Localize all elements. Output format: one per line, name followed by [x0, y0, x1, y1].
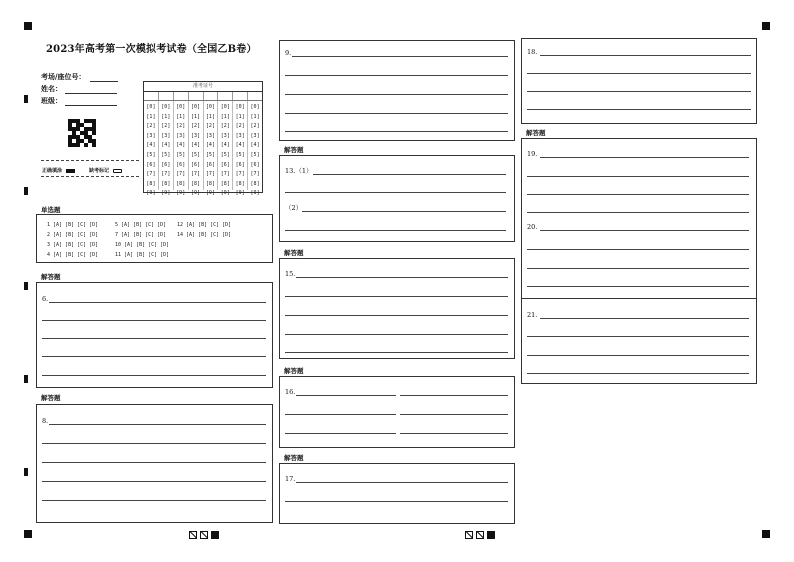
writing-line[interactable]: [285, 414, 396, 415]
exam-digit-bubble[interactable]: [8]: [146, 180, 156, 187]
exam-digit-bubble[interactable]: [4]: [250, 142, 260, 149]
room-seat-label: 考场/座位号：: [41, 72, 86, 81]
writing-line[interactable]: [285, 75, 508, 76]
writing-line[interactable]: [42, 338, 266, 339]
choice-item[interactable]: 11 [A] [B] [C] [D]: [115, 252, 170, 258]
writing-line[interactable]: [285, 113, 508, 114]
exam-number-grid: [143, 81, 263, 197]
writing-line[interactable]: [285, 501, 508, 502]
side-mark: [24, 468, 28, 476]
exam-digit-bubble[interactable]: [9]: [220, 190, 230, 197]
exam-digit-bubble[interactable]: [1]: [250, 113, 260, 120]
question-number: 21.: [527, 311, 538, 319]
answer-box-q18: [521, 38, 757, 124]
question-number: 16.: [285, 388, 296, 396]
section-label: 解答题: [284, 249, 304, 257]
writing-line[interactable]: [540, 318, 749, 319]
exam-digit-bubble[interactable]: [9]: [176, 190, 186, 197]
exam-digit-bubble[interactable]: [1]: [205, 113, 215, 120]
exam-digit-bubble[interactable]: [5]: [191, 151, 201, 158]
legend-divider-top: [41, 160, 139, 161]
writing-line[interactable]: [540, 55, 751, 56]
exam-number-column: [204, 101, 219, 197]
choice-item[interactable]: 10 [A] [B] [C] [D]: [115, 242, 170, 248]
writing-line[interactable]: [527, 268, 749, 269]
exam-digit-bubble[interactable]: [3]: [250, 132, 260, 139]
answer-box-q17: [279, 463, 515, 524]
question-number: 15.: [285, 270, 296, 278]
qr-code-icon: [68, 119, 96, 147]
exam-digit-bubble[interactable]: [7]: [191, 171, 201, 178]
corner-mark-top-right: [762, 22, 770, 30]
exam-digit-bubble[interactable]: [6]: [205, 161, 215, 168]
exam-digit-bubble[interactable]: [1]: [191, 113, 201, 120]
writing-line[interactable]: [285, 433, 396, 434]
choice-item[interactable]: 2 [A] [B] [C] [D]: [47, 232, 99, 238]
writing-line[interactable]: [42, 481, 266, 482]
question-number: 18.: [527, 48, 538, 56]
exam-digit-bubble[interactable]: [0]: [176, 104, 186, 110]
writing-line[interactable]: [527, 176, 749, 177]
section-label: 解答题: [526, 129, 546, 137]
exam-number-column: [248, 101, 262, 197]
writing-line[interactable]: [285, 296, 508, 297]
writing-line[interactable]: [527, 249, 749, 250]
exam-number-column: [218, 101, 233, 197]
writing-line[interactable]: [313, 174, 506, 175]
answer-box-q16: [279, 376, 515, 448]
writing-line[interactable]: [49, 302, 266, 303]
writing-line[interactable]: [527, 336, 749, 337]
writing-line[interactable]: [400, 433, 508, 434]
exam-digit-bubble[interactable]: [7]: [146, 171, 156, 178]
writing-line[interactable]: [285, 230, 506, 231]
exam-digit-bubble[interactable]: [4]: [235, 142, 245, 149]
legend-divider-bottom: [41, 176, 139, 177]
side-mark: [24, 282, 28, 290]
writing-line[interactable]: [42, 356, 266, 357]
writing-line[interactable]: [302, 211, 506, 212]
exam-number-column: [159, 101, 174, 197]
exam-digit-bubble[interactable]: [8]: [235, 180, 245, 187]
exam-digit-bubble[interactable]: [6]: [191, 161, 201, 168]
page-mark-left: [189, 531, 219, 539]
question-number: 8.: [42, 417, 49, 425]
writing-line[interactable]: [527, 109, 751, 110]
exam-digit-bubble[interactable]: [4]: [191, 142, 201, 149]
exam-digit-bubble[interactable]: [5]: [146, 151, 156, 158]
exam-digit-bubble[interactable]: [8]: [161, 180, 171, 187]
writing-line[interactable]: [400, 414, 508, 415]
choice-item[interactable]: 7 [A] [B] [C] [D]: [115, 232, 167, 238]
exam-digit-bubble[interactable]: [3]: [205, 132, 215, 139]
exam-digit-bubble[interactable]: [8]: [191, 180, 201, 187]
answer-box-q21: [521, 298, 757, 384]
exam-digit-bubble[interactable]: [5]: [250, 151, 260, 158]
exam-digit-bubble[interactable]: [1]: [176, 113, 186, 120]
exam-digit-bubble[interactable]: [2]: [176, 123, 186, 130]
writing-line[interactable]: [285, 192, 506, 193]
exam-digit-bubble[interactable]: [3]: [176, 132, 186, 139]
exam-digit-bubble[interactable]: [6]: [250, 161, 260, 168]
exam-digit-bubble[interactable]: [5]: [205, 151, 215, 158]
exam-number-column: [144, 101, 159, 197]
exam-digit-bubble[interactable]: [6]: [176, 161, 186, 168]
exam-digit-bubble[interactable]: [0]: [146, 104, 156, 110]
writing-line[interactable]: [296, 482, 508, 483]
name-label: 姓名：: [41, 84, 62, 93]
question-number: 9.: [285, 49, 292, 57]
single-choice-grid: [37, 215, 274, 264]
exam-digit-bubble[interactable]: [4]: [176, 142, 186, 149]
exam-digit-bubble[interactable]: [8]: [205, 180, 215, 187]
single-choice-box: [36, 214, 273, 263]
section-label: 解答题: [284, 146, 304, 154]
page-title: 2023年高考第一次模拟考试卷（全国乙B卷）: [46, 44, 257, 55]
writing-line[interactable]: [42, 462, 266, 463]
choice-item[interactable]: 1 [A] [B] [C] [D]: [47, 222, 99, 228]
exam-digit-bubble[interactable]: [1]: [235, 113, 245, 120]
exam-digit-bubble[interactable]: [8]: [250, 180, 260, 187]
question-subpart: （2）: [285, 204, 303, 212]
exam-digit-bubble[interactable]: [5]: [220, 151, 230, 158]
exam-digit-bubble[interactable]: [6]: [146, 161, 156, 168]
corner-mark-top-left: [24, 22, 32, 30]
choice-item[interactable]: 14 [A] [B] [C] [D]: [177, 232, 232, 238]
side-mark: [24, 95, 28, 103]
section-label: 解答题: [41, 273, 61, 281]
answer-box-q15: [279, 258, 515, 359]
exam-digit-bubble[interactable]: [7]: [250, 171, 260, 178]
exam-digit-bubble[interactable]: [4]: [161, 142, 171, 149]
name-field[interactable]: [41, 84, 117, 94]
writing-line[interactable]: [527, 212, 749, 213]
writing-line[interactable]: [42, 500, 266, 501]
exam-digit-bubble[interactable]: [7]: [161, 171, 171, 178]
writing-line[interactable]: [400, 395, 508, 396]
writing-line[interactable]: [285, 131, 508, 132]
exam-digit-bubble[interactable]: [7]: [176, 171, 186, 178]
exam-digit-bubble[interactable]: [2]: [220, 123, 230, 130]
exam-digit-bubble[interactable]: [2]: [205, 123, 215, 130]
writing-line[interactable]: [285, 315, 508, 316]
filled-mark-icon: [66, 169, 75, 173]
correct-fill-label: 正确填涂: [42, 168, 63, 174]
class-label: 班级：: [41, 96, 62, 105]
exam-digit-bubble[interactable]: [9]: [235, 190, 245, 197]
exam-digit-bubble[interactable]: [7]: [235, 171, 245, 178]
question-number: 17.: [285, 475, 296, 483]
exam-number-title: 准考证号: [144, 82, 262, 92]
choice-item[interactable]: 12 [A] [B] [C] [D]: [177, 222, 232, 228]
writing-line[interactable]: [292, 56, 508, 57]
writing-line[interactable]: [527, 91, 751, 92]
exam-digit-bubble[interactable]: [4]: [205, 142, 215, 149]
exam-digit-bubble[interactable]: [9]: [205, 190, 215, 197]
writing-line[interactable]: [540, 230, 749, 231]
exam-digit-bubble[interactable]: [9]: [191, 190, 201, 197]
writing-line[interactable]: [527, 286, 749, 287]
fill-legend: [42, 167, 122, 174]
writing-line[interactable]: [527, 373, 749, 374]
writing-line[interactable]: [527, 355, 749, 356]
question-number: 19.: [527, 150, 538, 158]
question-number: 13.（1）: [285, 167, 313, 175]
side-mark: [24, 375, 28, 383]
exam-digit-bubble[interactable]: [9]: [250, 190, 260, 197]
exam-digit-bubble[interactable]: [7]: [205, 171, 215, 178]
page-mark-right: [465, 531, 495, 539]
section-label: 解答题: [284, 367, 304, 375]
answer-box-q8: [36, 404, 273, 523]
exam-digit-bubble[interactable]: [2]: [146, 123, 156, 130]
absent-mark-label: 缺考标记: [89, 168, 110, 174]
exam-number-columns: [144, 101, 262, 197]
exam-digit-bubble[interactable]: [2]: [250, 123, 260, 130]
writing-line[interactable]: [42, 443, 266, 444]
choice-item[interactable]: 5 [A] [B] [C] [D]: [115, 222, 167, 228]
exam-digit-bubble[interactable]: [1]: [161, 113, 171, 120]
exam-number-column: [233, 101, 248, 197]
exam-number-column: [189, 101, 204, 197]
exam-digit-bubble[interactable]: [9]: [146, 190, 156, 197]
exam-digit-bubble[interactable]: [0]: [205, 104, 215, 110]
writing-line[interactable]: [285, 352, 508, 353]
choice-item[interactable]: 3 [A] [B] [C] [D]: [47, 242, 99, 248]
writing-line[interactable]: [527, 73, 751, 74]
exam-digit-bubble[interactable]: [4]: [220, 142, 230, 149]
writing-line[interactable]: [540, 157, 749, 158]
section-label: 解答题: [41, 394, 61, 402]
class-field[interactable]: [41, 96, 117, 106]
exam-digit-bubble[interactable]: [6]: [161, 161, 171, 168]
answer-box-q9: [279, 40, 515, 141]
answer-box-q13: [279, 155, 515, 242]
exam-digit-bubble[interactable]: [8]: [176, 180, 186, 187]
exam-digit-bubble[interactable]: [5]: [161, 151, 171, 158]
exam-digit-bubble[interactable]: [5]: [176, 151, 186, 158]
choice-item[interactable]: 4 [A] [B] [C] [D]: [47, 252, 99, 258]
exam-digit-bubble[interactable]: [2]: [161, 123, 171, 130]
corner-mark-bottom-left: [24, 530, 32, 538]
question-number: 6.: [42, 295, 49, 303]
absent-box-icon[interactable]: [113, 169, 122, 173]
exam-digit-bubble[interactable]: [8]: [220, 180, 230, 187]
exam-digit-bubble[interactable]: [3]: [235, 132, 245, 139]
single-choice-label: 单选题: [41, 206, 61, 214]
corner-mark-bottom-right: [762, 530, 770, 538]
exam-digit-bubble[interactable]: [6]: [235, 161, 245, 168]
writing-line[interactable]: [285, 94, 508, 95]
writing-line[interactable]: [296, 277, 508, 278]
exam-digit-bubble[interactable]: [1]: [146, 113, 156, 120]
writing-line[interactable]: [285, 334, 508, 335]
exam-digit-bubble[interactable]: [3]: [161, 132, 171, 139]
exam-digit-bubble[interactable]: [0]: [161, 104, 171, 110]
exam-digit-bubble[interactable]: [7]: [220, 171, 230, 178]
question-number: 20.: [527, 223, 538, 231]
exam-digit-bubble[interactable]: [0]: [250, 104, 260, 110]
exam-digit-bubble[interactable]: [3]: [191, 132, 201, 139]
exam-digit-bubble[interactable]: [3]: [220, 132, 230, 139]
exam-digit-bubble[interactable]: [2]: [235, 123, 245, 130]
exam-digit-bubble[interactable]: [2]: [191, 123, 201, 130]
exam-digit-bubble[interactable]: [5]: [235, 151, 245, 158]
writing-line[interactable]: [296, 395, 396, 396]
side-mark: [24, 187, 28, 195]
answer-box-q6: [36, 282, 273, 388]
answer-box-q19-q20: [521, 138, 757, 299]
exam-digit-bubble[interactable]: [9]: [161, 190, 171, 197]
exam-digit-bubble[interactable]: [1]: [220, 113, 230, 120]
exam-digit-bubble[interactable]: [0]: [235, 104, 245, 110]
writing-line[interactable]: [527, 194, 749, 195]
exam-digit-bubble[interactable]: [3]: [146, 132, 156, 139]
writing-line[interactable]: [42, 375, 266, 376]
exam-digit-bubble[interactable]: [6]: [220, 161, 230, 168]
section-label: 解答题: [284, 454, 304, 462]
writing-line[interactable]: [42, 320, 266, 321]
exam-digit-bubble[interactable]: [0]: [220, 104, 230, 110]
exam-number-column: [174, 101, 189, 197]
writing-line[interactable]: [49, 424, 266, 425]
exam-digit-bubble[interactable]: [0]: [191, 104, 201, 110]
room-seat-field[interactable]: [41, 72, 118, 82]
exam-digit-bubble[interactable]: [4]: [146, 142, 156, 149]
exam-number-write-row[interactable]: [144, 92, 262, 101]
